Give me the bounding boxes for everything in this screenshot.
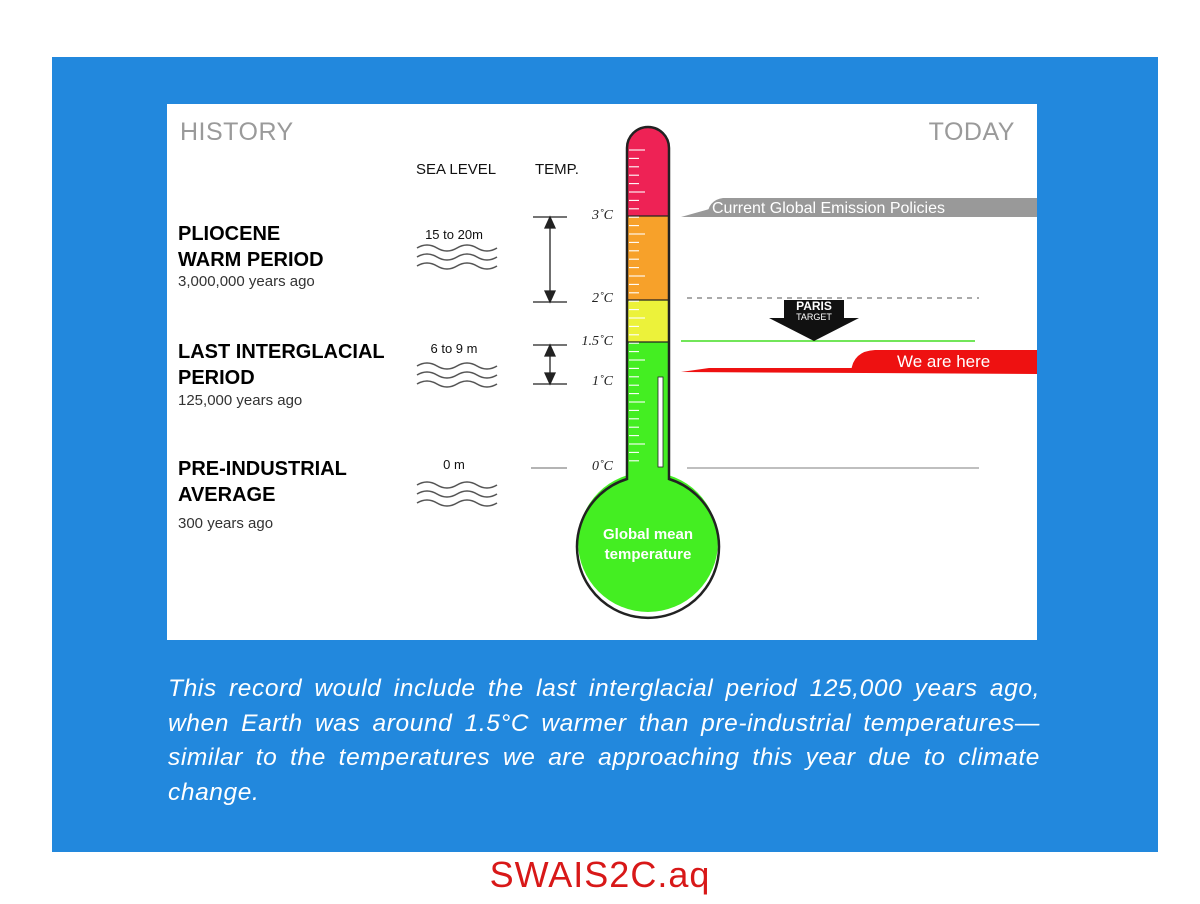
paris-label-line2: TARGET [796,312,832,322]
last-interglacial-range-arrow-icon [533,345,567,384]
brand-footer: SWAIS2C.aq [489,854,711,895]
last-interglacial-sea-level: 6 to 9 m [430,341,478,356]
caption-text: This record would include the last interglacial period 125,000 years ago, when Earth was around 1.5°C warmer than pre-industrial temperatures—similar to the temperatures we are approaching this year due to climate change. [168,675,1040,806]
temperature-history-figure [167,104,1037,640]
pre-industrial-waves-icon [417,482,497,506]
bulb-label-line1: Global mean [602,526,694,543]
last-interglacial-waves-icon [417,363,497,387]
pliocene-sea-level: 15 to 20m [425,227,483,242]
thermometer-yellow-zone [627,300,669,342]
thermometer-orange-zone [627,216,669,300]
paris-label-line1: PARIS [796,299,832,313]
thermometer-red-zone [627,127,669,216]
history-heading: HISTORY [180,118,294,146]
last-interglacial-title-line2: PERIOD [178,367,255,389]
last-interglacial-title-line1: LAST INTERGLACIAL [178,341,385,363]
temp-column-header: TEMP. [535,161,579,178]
tick-3c: 3˚C [592,208,613,223]
pliocene-title-line1: PLIOCENE [178,223,281,245]
pliocene-title-line2: WARM PERIOD [178,249,324,271]
pre-industrial-title-line2: AVERAGE [178,484,276,506]
paris-target-label [784,300,844,323]
pre-industrial-title-line1: PRE-INDUSTRIAL [178,458,347,480]
emission-policies-label: Current Global Emission Policies [712,200,945,217]
tick-1c: 1˚C [592,374,613,389]
last-interglacial-years-ago: 125,000 years ago [178,392,303,409]
today-heading: TODAY [928,118,1015,146]
tick-1-5c: 1.5˚C [581,334,613,349]
pliocene-waves-icon [417,245,497,269]
bulb-label-line2: temperature [604,546,692,563]
tick-2c: 2˚C [592,291,613,306]
pliocene-range-arrow-icon [533,217,567,302]
current-temperature-column [658,377,663,467]
tick-0c: 0˚C [592,459,613,474]
bulb-label [578,525,718,565]
pliocene-years-ago: 3,000,000 years ago [178,273,315,290]
pre-industrial-years-ago: 300 years ago [178,515,274,532]
sea-level-column-header: SEA LEVEL [416,161,497,178]
we-are-here-label: We are here [897,352,991,371]
pre-industrial-sea-level: 0 m [443,457,465,472]
